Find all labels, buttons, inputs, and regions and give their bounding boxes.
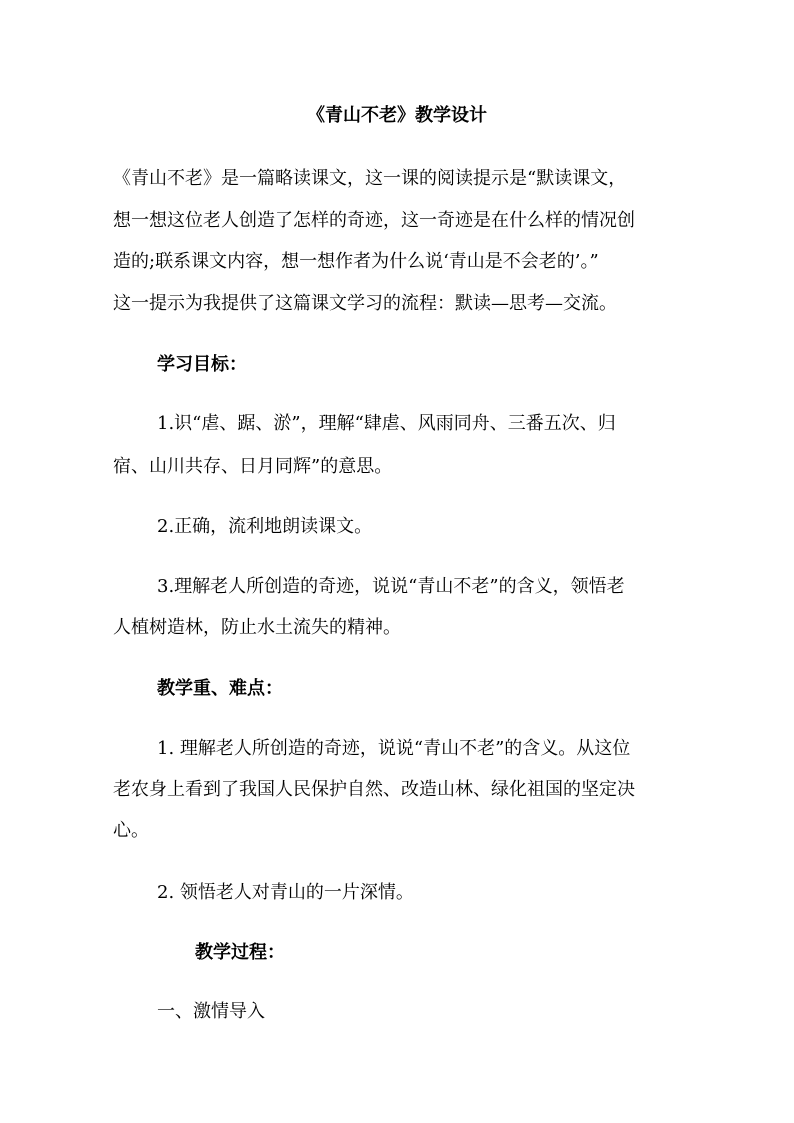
key-point-1-line-1: 1. 理解老人所创造的奇迹，说说“青山不老”的含义。从这位 <box>157 738 631 759</box>
key-point-1-line-2: 老农身上看到了我国人民保护自然、改造山林、绿化祖国的坚定决 <box>113 779 635 800</box>
key-point-2: 2. 领悟老人对青山的一片深情。 <box>157 882 414 903</box>
intro-line-1: 《青山不老》是一篇略读课文，这一课的阅读提示是“默读课文， <box>113 168 627 189</box>
objective-1-line-2: 宿、山川共存、日月同辉”的意思。 <box>113 456 393 477</box>
key-point-1-line-3: 心。 <box>113 820 149 841</box>
objective-1-line-1: 1.识“虐、踞、淤”，理解“肆虐、风雨同舟、三番五次、归 <box>157 413 616 434</box>
objective-2: 2.正确，流利地朗读课文。 <box>157 516 373 537</box>
intro-line-3: 造的;联系课文内容，想一想作者为什么说‘青山是不会老的’。” <box>113 251 599 272</box>
document-title: 《青山不老》教学设计 <box>307 105 487 126</box>
process-heading: 教学过程： <box>195 942 285 963</box>
key-points-heading: 教学重、难点： <box>157 678 283 699</box>
intro-line-4: 这一提示为我提供了这篇课文学习的流程：默读—思考—交流。 <box>113 293 617 314</box>
objective-3-line-2: 人植树造林，防止水土流失的精神。 <box>113 617 401 638</box>
objectives-heading: 学习目标： <box>157 354 247 375</box>
objective-3-line-1: 3.理解老人所创造的奇迹，说说“青山不老”的含义，领悟老 <box>157 576 625 597</box>
intro-line-2: 想一想这位老人创造了怎样的奇迹，这一奇迹是在什么样的情况创 <box>113 210 635 231</box>
process-step-1: 一、激情导入 <box>157 1001 265 1022</box>
